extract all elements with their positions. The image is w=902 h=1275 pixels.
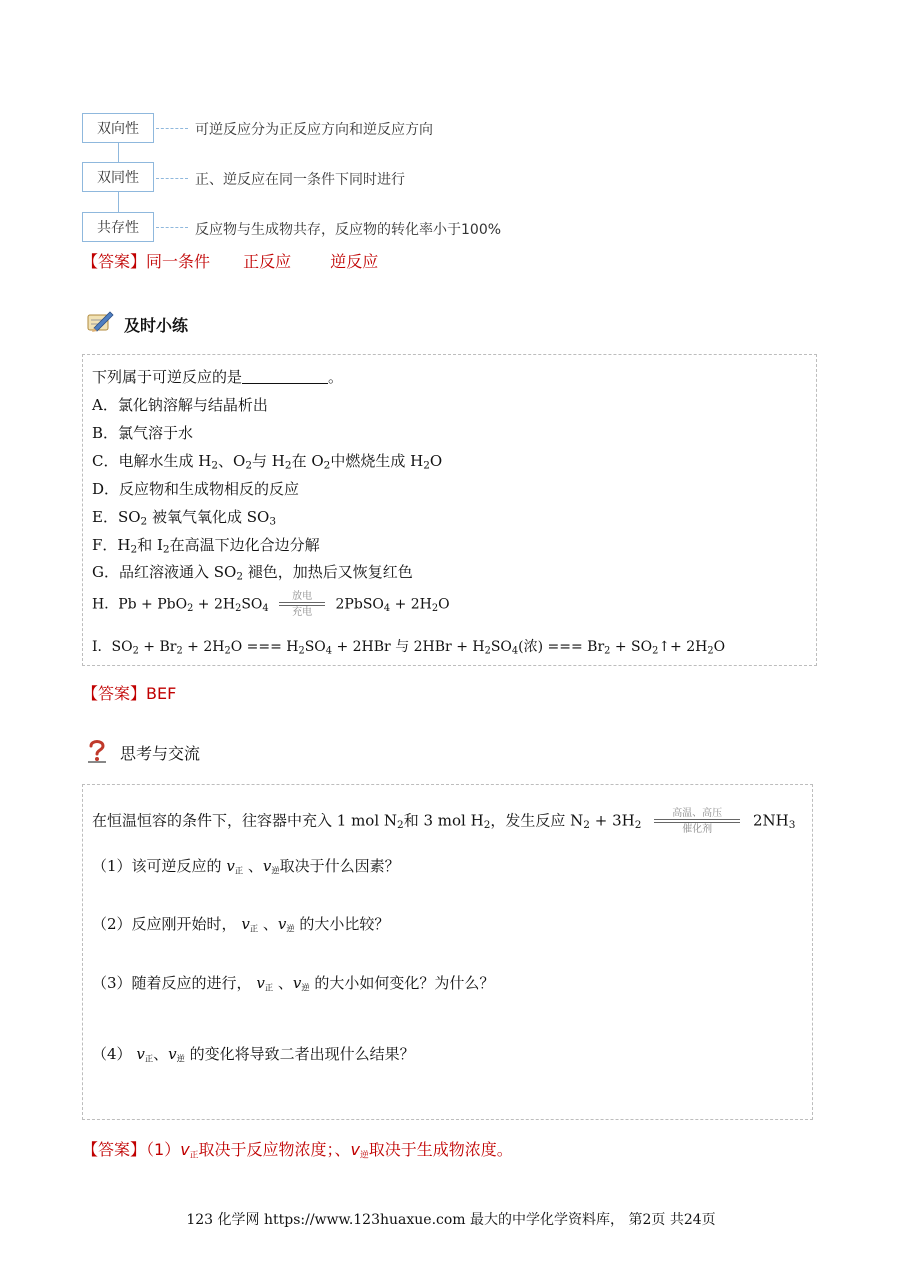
option-e: E．$SO_2$ 被氧气氧化成 $SO_3$ [92, 508, 277, 528]
dash-connector [156, 128, 188, 129]
question-2: （2）反应刚开始时， v正 、v逆 的大小比较？ [92, 915, 390, 934]
option-g: G．品红溶液通入 $SO_2$ 褪色，加热后又恢复红色 [92, 563, 413, 583]
dash-connector [156, 227, 188, 228]
answer-blank [242, 369, 328, 384]
connector-line [118, 192, 119, 212]
pencil-paper-icon [86, 309, 114, 333]
answer-3: 【答案】（1）v正取决于反应物浓度；、v逆取决于生成物浓度。 [82, 1140, 513, 1161]
connector-line [118, 143, 119, 162]
option-d: D．反应物和生成物相反的反应 [92, 480, 300, 498]
answer-value: 正反应 [243, 252, 292, 271]
answer-value: BEF [146, 684, 177, 703]
option-f: F．$H_2$和 $I_2$在高温下边化合边分解 [92, 536, 320, 556]
concept-desc: 正、逆反应在同一条件下同时进行 [195, 172, 405, 188]
question-mark-icon [86, 738, 108, 764]
answer-value: 逆反应 [330, 252, 379, 271]
concept-box-coexistence: 共存性 [82, 212, 154, 242]
answer-value: 同一条件 [146, 252, 211, 271]
question-1: （1）该可逆反应的 v正 、v逆取决于什么因素？ [92, 857, 400, 876]
section-title-think: 思考与交流 [120, 744, 201, 763]
concept-desc: 可逆反应分为正反应方向和逆反应方向 [195, 122, 433, 138]
option-a: A．氯化钠溶解与结晶析出 [92, 396, 268, 414]
answer-2: 【答案】BEF [82, 684, 177, 703]
think-intro: 在恒温恒容的条件下，往容器中充入 1 mol $N_2$和 3 mol $H_2$，发生反应 $N_2 + 3H_2$ 高温、高压 催化剂 $2NH_3$ [92, 808, 796, 835]
concept-box-simultaneous: 双同性 [82, 162, 154, 192]
concept-box-bidirectional: 双向性 [82, 113, 154, 143]
question-3: （3）随着反应的进行， v正 、v逆 的大小如何变化？为什么？ [92, 974, 495, 993]
concept-desc: 反应物与生成物共存，反应物的转化率小于100% [195, 222, 502, 238]
option-b: B．氯气溶于水 [92, 424, 194, 442]
option-i: I．$SO_2 + Br_2 + 2H_2O$ === $H_2SO_4 + 2HBr$ 与 $2HBr + H_2SO_4$(浓) === $Br_2$ + $SO_2↑+ 2H_2O$ [92, 639, 726, 657]
option-h: H．$Pb + PbO_2 + 2H_2SO_4$ 放电 充电 2PbSO$_4$ + $2H_2O$ [92, 591, 450, 618]
question-4: （4） v正、v逆 的变化将导致二者出现什么结果？ [92, 1045, 415, 1064]
reversible-arrow: 放电 充电 [277, 591, 327, 618]
dash-connector [156, 178, 188, 179]
answer-1 [82, 249, 378, 272]
practice-question: 下列属于可逆反应的是 。 [92, 368, 344, 386]
option-c: C．电解水生成 $H_2$、$O_2$与 $H_2$在 $O_2$中燃烧生成 $H_2O$ [92, 452, 443, 472]
page-footer: 123 化学网 https://www.123huaxue.com 最大的中学化学资料库， 第2页 共24页 [186, 1212, 716, 1228]
section-title-practice: 及时小练 [124, 316, 189, 335]
answer-prefix: 【答案】 [82, 252, 147, 271]
reversible-arrow: 高温、高压 催化剂 [652, 808, 742, 835]
